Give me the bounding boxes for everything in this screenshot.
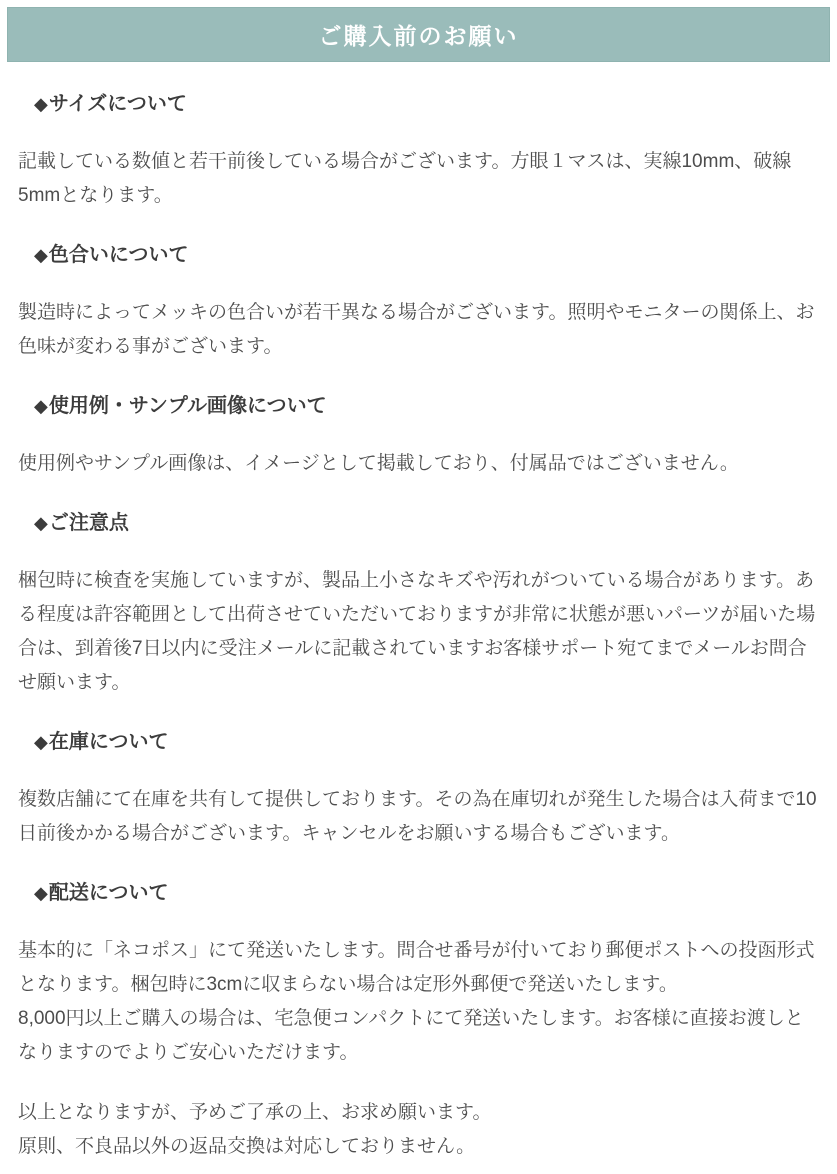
section-sample-images [18, 394, 819, 481]
diamond-icon: ◆ [34, 883, 48, 903]
closing-line: 以上となりますが、予めご了承の上、お求め願います。 [18, 1102, 492, 1123]
section-caution [18, 511, 819, 700]
section-heading-shipping [34, 881, 819, 906]
section-paragraph: 基本的に「ネコポス」にて発送いたします。問合せ番号が付いており郵便ポストへの投函形式となります。梱包時に3cmに収まらない場合は定形外郵便で発送いたします。 [18, 940, 815, 995]
section-size [18, 92, 819, 213]
section-heading-caution [34, 511, 819, 536]
section-paragraph: 記載している数値と若干前後している場合がございます。方眼１マスは、実線10mm、破線5mmとなります。 [18, 151, 792, 206]
section-stock [18, 730, 819, 851]
section-paragraph: 複数店舗にて在庫を共有して提供しております。その為在庫切れが発生した場合は入荷まで10日前後かかる場合がございます。キャンセルをお願いする場合もございます。 [18, 789, 817, 844]
diamond-icon: ◆ [34, 396, 48, 416]
closing-note [18, 1096, 819, 1164]
page-title: ご購入前のお願い [318, 23, 519, 49]
section-heading-label: 色合いについて [48, 244, 189, 266]
section-heading-label: 使用例・サンプル画像について [48, 395, 327, 417]
diamond-icon: ◆ [34, 245, 48, 265]
section-heading-label: 配送について [48, 882, 169, 904]
section-heading-label: サイズについて [48, 93, 187, 115]
closing-line: 原則、不良品以外の返品交換は対応しておりません。 [18, 1136, 476, 1157]
section-color [18, 243, 819, 364]
section-paragraph: 製造時によってメッキの色合いが若干異なる場合がございます。照明やモニターの関係上、お色味が変わる事がございます。 [18, 302, 815, 357]
section-paragraph: 使用例やサンプル画像は、イメージとして掲載しており、付属品ではございません。 [18, 453, 739, 474]
section-heading-stock [34, 730, 819, 755]
diamond-icon: ◆ [34, 513, 48, 533]
section-heading-label: ご注意点 [48, 512, 129, 534]
section-shipping [18, 881, 819, 1070]
diamond-icon: ◆ [34, 94, 48, 114]
section-paragraph: 8,000円以上ご購入の場合は、宅急便コンパクトにて発送いたします。お客様に直接お渡しとなりますのでよりご安心いただけます。 [18, 1008, 804, 1063]
section-heading-size [34, 92, 819, 117]
section-paragraph: 梱包時に検査を実施していますが、製品上小さなキズや汚れがついている場合があります。ある程度は許容範囲として出荷させていただいておりますが非常に状態が悪いパーツが届いた場合は、到着後7日以内に受注メールに記載されていますお客様サポート宛てまでメールお問合せ願います。 [18, 570, 816, 693]
purchase-notice-page [0, 7, 837, 1174]
notice-content [0, 92, 837, 1174]
section-heading-color [34, 243, 819, 268]
diamond-icon: ◆ [34, 732, 48, 752]
page-header [7, 7, 830, 62]
section-heading-label: 在庫について [48, 731, 169, 753]
section-heading-sample-images [34, 394, 819, 419]
